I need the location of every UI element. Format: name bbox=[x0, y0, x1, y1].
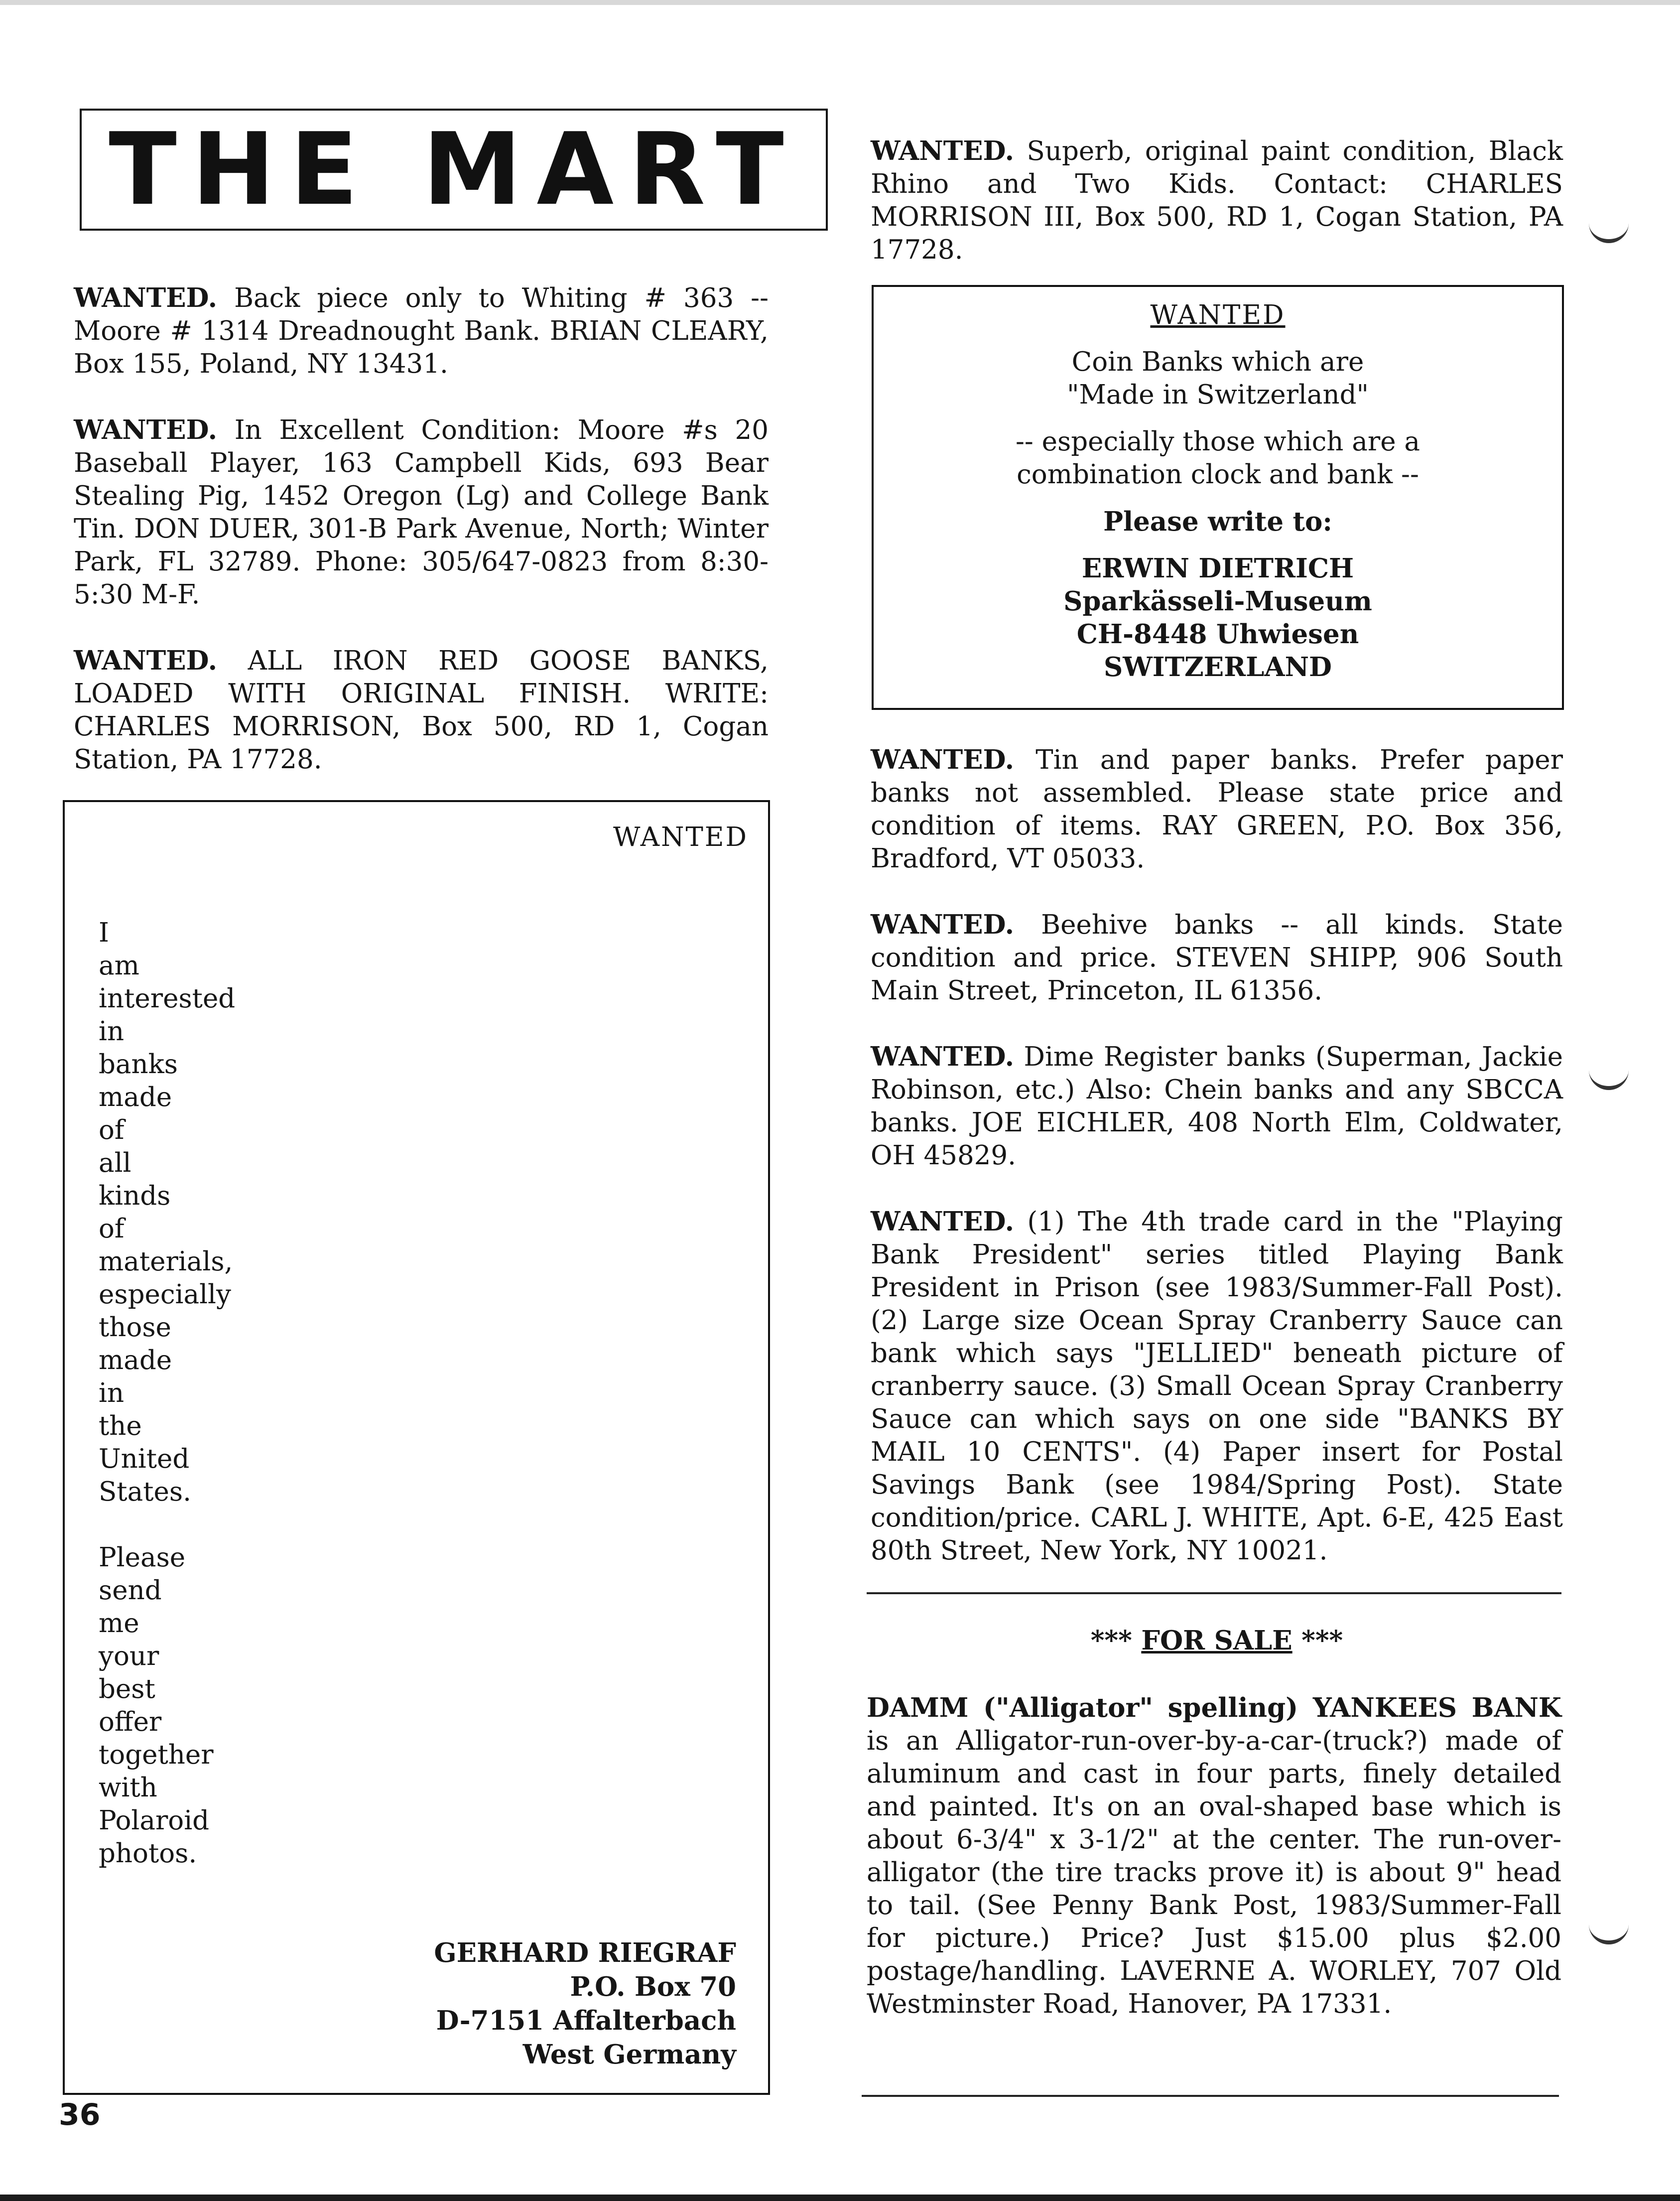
ad-text: Tin and paper banks. Prefer paper banks not assembled. Please state price and condition of items. RAY GREEN, P.O. Box 356, Bradford, VT 05033. bbox=[871, 745, 1563, 874]
box-write-to: Please write to: bbox=[1103, 506, 1332, 537]
ad-text: ALL IRON RED GOOSE BANKS, LOADED WITH ORIGINAL FINISH. WRITE: CHARLES MORRISON, Box 500, RD 1, Cogan Station, PA 17728. bbox=[74, 646, 769, 775]
top-edge bbox=[0, 0, 1680, 5]
word: am bbox=[99, 951, 139, 981]
box-line: -- especially those which are a bbox=[1015, 426, 1421, 457]
word: banks bbox=[99, 1049, 178, 1080]
classified-ad bbox=[871, 135, 1563, 267]
divider-rule bbox=[862, 2095, 1559, 2097]
word: materials, bbox=[99, 1246, 233, 1277]
right-column bbox=[871, 743, 1563, 1600]
ad-text: Back piece only to Whiting # 363 -- Moore # 1314 Dreadnought Bank. BRIAN CLEARY, Box 155, Poland, NY 13431. bbox=[74, 283, 769, 379]
ad-text: is an Alligator-run-over-by-a-car-(truck?) made of aluminum and cast in four parts, finely detailed and painted. It's on an oval-shaped base which is about 6-3/4" x 3-1/2" at the center. The run-over-alligator (the tire tracks prove it) is about 9" head to tail. (See Penny Bank Post, 1983/Summer-Fall for picture.) Price? Just $15.00 plus $2.00 postage/handling. LAVERNE A. WORLEY, 707 Old Westminster Road, Hanover, PA 17331. bbox=[867, 1726, 1561, 2019]
word: with bbox=[99, 1773, 157, 1803]
ad-text: Beehive banks -- all kinds. State condition and price. STEVEN SHIPP, 906 South Main Street, Princeton, IL 61356. bbox=[871, 910, 1563, 1006]
word: especially bbox=[99, 1279, 231, 1310]
address-line: CH-8448 Uhwiesen bbox=[1076, 619, 1359, 650]
address-line: West Germany bbox=[522, 2039, 736, 2070]
masthead bbox=[80, 109, 828, 231]
for-sale-title: FOR SALE bbox=[1141, 1625, 1292, 1656]
word: in bbox=[99, 1016, 125, 1047]
spacer bbox=[99, 1509, 235, 1541]
box-line: combination clock and bank -- bbox=[1017, 459, 1419, 490]
word: of bbox=[99, 1115, 125, 1145]
word: of bbox=[99, 1214, 125, 1244]
ad-lead: WANTED. bbox=[871, 1041, 1015, 1072]
word: your bbox=[99, 1641, 159, 1671]
word: together bbox=[99, 1740, 214, 1770]
ad-lead: WANTED. bbox=[871, 909, 1015, 940]
address-line: P.O. Box 70 bbox=[570, 1971, 736, 2002]
classified-ad bbox=[74, 644, 769, 776]
ad-lead: WANTED. bbox=[871, 1206, 1015, 1237]
bottom-edge bbox=[0, 2195, 1680, 2201]
classified-ad bbox=[74, 413, 769, 611]
page-number: 36 bbox=[59, 2097, 101, 2132]
word: made bbox=[99, 1345, 172, 1376]
address-line: ERWIN DIETRICH bbox=[1081, 553, 1354, 584]
word: best bbox=[99, 1674, 155, 1704]
word: Please bbox=[99, 1542, 186, 1573]
swiss-ad-box bbox=[872, 285, 1564, 710]
ad-text: Superb, original paint condition, Black Rhino and Two Kids. Contact: CHARLES MORRISON III, Box 500, RD 1, Cogan Station, PA 17728. bbox=[871, 136, 1563, 265]
word: photos. bbox=[99, 1838, 197, 1869]
stars: *** bbox=[1090, 1625, 1132, 1656]
word: all bbox=[99, 1148, 131, 1178]
classified-ad bbox=[871, 1205, 1563, 1567]
divider-rule bbox=[867, 1592, 1561, 1594]
box-line: "Made in Switzerland" bbox=[1067, 380, 1369, 410]
ad-lead: WANTED. bbox=[871, 744, 1015, 775]
word: the bbox=[99, 1411, 142, 1441]
binder-hole-mark bbox=[1589, 1921, 1629, 1944]
classified-ad bbox=[871, 908, 1563, 1007]
box-line: Coin Banks which are bbox=[1071, 347, 1364, 377]
classified-ad bbox=[74, 281, 769, 381]
word: kinds bbox=[99, 1181, 171, 1211]
word: offer bbox=[99, 1707, 162, 1737]
binder-hole-mark bbox=[1589, 1066, 1629, 1090]
classified-ad bbox=[871, 1040, 1563, 1172]
for-sale-heading bbox=[871, 1625, 1563, 1656]
address-line: GERHARD RIEGRAF bbox=[434, 1937, 736, 1968]
word: in bbox=[99, 1378, 125, 1408]
word: me bbox=[99, 1608, 139, 1639]
ad-lead: WANTED. bbox=[74, 645, 218, 676]
masthead-title: THE MART bbox=[109, 111, 799, 228]
ad-text: (1) The 4th trade card in the "Playing Bank President" series titled Playing Bank President in Prison (see 1983/Summer-Fall Post). (2) Large size Ocean Spray Cranberry Sauce can bank which says "JELLIED" beneath picture of cranberry sauce. (3) Small Ocean Spray Cranberry Sauce can which says on one side "BANKS BY MAIL 10 CENTS". (4) Paper insert for Postal Savings Bank (see 1984/Spring Post). State condition/price. CARL J. WHITE, Apt. 6-E, 425 East 80th Street, New York, NY 10021. bbox=[871, 1207, 1563, 1566]
box-title: WANTED bbox=[1150, 300, 1286, 330]
box-word-list bbox=[99, 917, 235, 1870]
word: Polaroid bbox=[99, 1805, 210, 1836]
box-header: WANTED bbox=[613, 822, 748, 852]
ad-text: In Excellent Condition: Moore #s 20 Baseball Player, 163 Campbell Kids, 693 Bear Stealing Pig, 1452 Oregon (Lg) and College Bank Tin. DON DUER, 301-B Park Avenue, North; Winter Park, FL 32789. Phone: 305/647-0823 from 8:30-5:30 M-F. bbox=[74, 415, 769, 610]
word: I bbox=[99, 918, 109, 948]
word: interested bbox=[99, 983, 236, 1014]
left-column bbox=[74, 281, 769, 809]
classified-ad bbox=[871, 743, 1563, 875]
address-line: Sparkässeli-Museum bbox=[1063, 586, 1372, 617]
classified-ad bbox=[867, 1691, 1561, 2021]
address-line: SWITZERLAND bbox=[1104, 652, 1332, 683]
binder-hole-mark bbox=[1589, 219, 1629, 243]
word: United bbox=[99, 1444, 190, 1474]
word: made bbox=[99, 1082, 172, 1112]
word: States. bbox=[99, 1477, 191, 1507]
word: send bbox=[99, 1575, 162, 1606]
riegraf-ad-box bbox=[63, 800, 770, 2095]
ad-lead: WANTED. bbox=[74, 414, 218, 445]
stars: *** bbox=[1301, 1625, 1343, 1656]
address-line: D-7151 Affalterbach bbox=[436, 2005, 736, 2036]
ad-lead: WANTED. bbox=[74, 282, 218, 313]
right-column-top bbox=[871, 135, 1563, 299]
for-sale-ad bbox=[867, 1691, 1561, 2054]
ad-text: Dime Register banks (Superman, Jackie Robinson, etc.) Also: Chein banks and any SBCCA banks. JOE EICHLER, 408 North Elm, Coldwater, OH 45829. bbox=[871, 1042, 1563, 1171]
word: those bbox=[99, 1312, 171, 1343]
ad-lead: DAMM ("Alligator" spelling) YANKEES BANK bbox=[867, 1692, 1561, 1723]
ad-lead: WANTED. bbox=[871, 136, 1015, 166]
riegraf-address bbox=[434, 1936, 736, 2071]
